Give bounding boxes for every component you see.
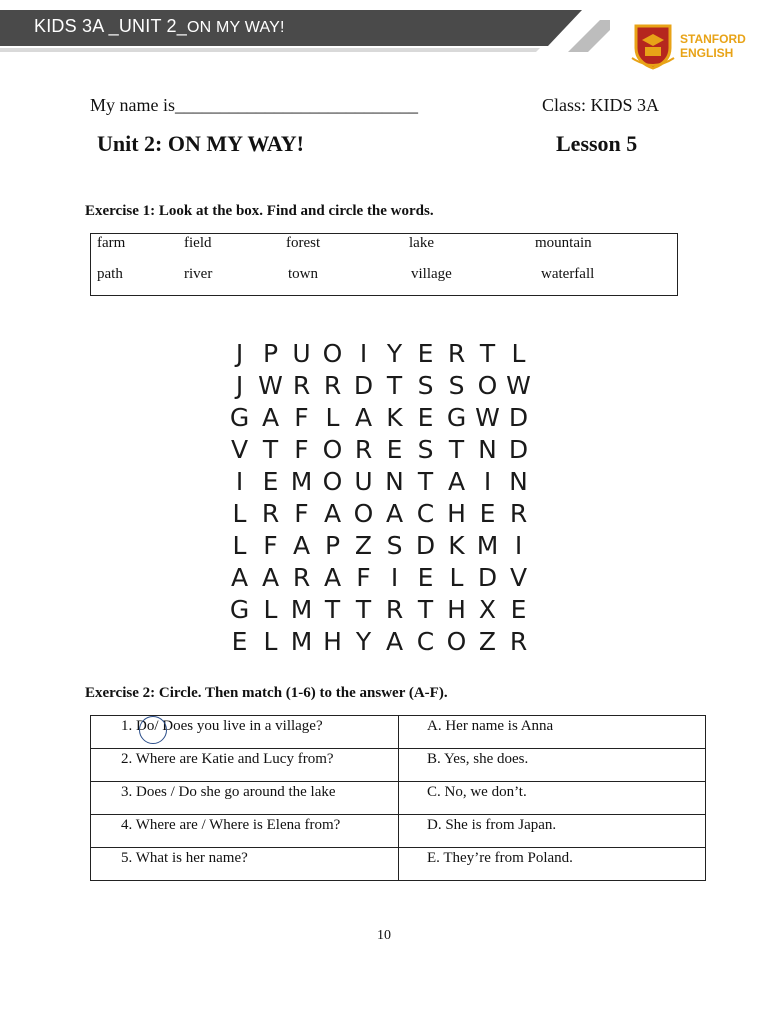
grid-letter[interactable]: O: [322, 467, 343, 496]
grid-letter[interactable]: N: [509, 467, 528, 496]
grid-letter[interactable]: R: [323, 371, 342, 400]
grid-letter[interactable]: E: [386, 435, 403, 464]
grid-letter[interactable]: L: [263, 627, 278, 656]
grid-letter[interactable]: K: [448, 531, 465, 560]
word-item: farm: [97, 235, 126, 251]
grid-letter[interactable]: D: [477, 563, 498, 592]
grid-letter[interactable]: R: [509, 627, 528, 656]
grid-row: [224, 498, 534, 530]
grid-letter[interactable]: O: [322, 435, 343, 464]
grid-letter[interactable]: C: [416, 499, 435, 528]
word-item: waterfall: [541, 266, 595, 282]
grid-letter[interactable]: O: [477, 371, 498, 400]
grid-letter[interactable]: Z: [354, 531, 373, 560]
grid-letter[interactable]: F: [294, 403, 309, 432]
banner-title: KIDS 3A _UNIT 2_ON MY WAY!: [34, 16, 285, 36]
name-field-label: My name is___________________________: [90, 95, 418, 115]
grid-letter[interactable]: H: [323, 627, 342, 656]
grid-letter[interactable]: A: [354, 403, 373, 432]
grid-letter[interactable]: M: [290, 467, 313, 496]
word-search-grid: [224, 338, 534, 658]
table-row: [91, 782, 706, 815]
grid-letter[interactable]: A: [323, 499, 342, 528]
grid-letter[interactable]: T: [479, 339, 496, 368]
grid-letter[interactable]: T: [386, 371, 403, 400]
table-row: [91, 848, 706, 881]
matching-table: [90, 715, 706, 881]
grid-letter[interactable]: S: [448, 371, 465, 400]
answer-cell[interactable]: A. Her name is Anna: [399, 716, 706, 749]
grid-letter[interactable]: E: [417, 339, 434, 368]
answer-cell[interactable]: D. She is from Japan.: [399, 815, 706, 848]
grid-letter[interactable]: A: [261, 403, 280, 432]
word-item: village: [411, 266, 452, 282]
grid-letter[interactable]: R: [447, 339, 466, 368]
grid-letter[interactable]: W: [475, 403, 500, 432]
grid-letter[interactable]: F: [294, 435, 309, 464]
grid-letter[interactable]: A: [447, 467, 466, 496]
grid-letter[interactable]: D: [415, 531, 436, 560]
grid-letter[interactable]: P: [262, 339, 279, 368]
grid-letter[interactable]: C: [416, 627, 435, 656]
grid-letter[interactable]: R: [509, 499, 528, 528]
grid-letter[interactable]: A: [261, 563, 280, 592]
grid-letter[interactable]: R: [385, 595, 404, 624]
grid-letter[interactable]: D: [508, 435, 529, 464]
answer-cell[interactable]: E. They’re from Poland.: [399, 848, 706, 881]
grid-row: [224, 466, 534, 498]
grid-letter[interactable]: A: [323, 563, 342, 592]
grid-letter[interactable]: G: [229, 595, 250, 624]
grid-letter[interactable]: F: [263, 531, 278, 560]
grid-letter[interactable]: I: [514, 531, 523, 560]
grid-letter[interactable]: G: [229, 403, 250, 432]
grid-letter[interactable]: H: [447, 499, 466, 528]
grid-letter[interactable]: T: [324, 595, 341, 624]
word-item: path: [97, 266, 123, 282]
grid-row: [224, 626, 534, 658]
grid-row: [224, 338, 534, 370]
grid-letter[interactable]: L: [263, 595, 278, 624]
grid-letter[interactable]: N: [478, 435, 497, 464]
grid-letter[interactable]: S: [417, 371, 434, 400]
grid-letter[interactable]: I: [359, 339, 368, 368]
grid-letter[interactable]: M: [290, 627, 313, 656]
grid-letter[interactable]: U: [354, 467, 373, 496]
grid-letter[interactable]: J: [235, 339, 244, 368]
grid-letter[interactable]: D: [353, 371, 374, 400]
grid-letter[interactable]: I: [235, 467, 244, 496]
grid-letter[interactable]: V: [509, 563, 528, 592]
stanford-logo: [628, 20, 758, 72]
header-banner: [0, 10, 610, 48]
page-number: 10: [377, 928, 391, 943]
grid-row: [224, 594, 534, 626]
answer-cell[interactable]: C. No, we don’t.: [399, 782, 706, 815]
grid-letter[interactable]: R: [292, 371, 311, 400]
table-row: [91, 716, 706, 749]
grid-letter[interactable]: V: [230, 435, 249, 464]
grid-letter[interactable]: R: [292, 563, 311, 592]
logo-text: STANFORD ENGLISH: [680, 32, 746, 60]
table-row: [91, 815, 706, 848]
grid-letter[interactable]: I: [390, 563, 399, 592]
grid-letter[interactable]: R: [354, 435, 373, 464]
grid-letter[interactable]: Y: [386, 339, 403, 368]
grid-letter[interactable]: T: [262, 435, 279, 464]
grid-letter[interactable]: E: [262, 467, 279, 496]
grid-row: [224, 434, 534, 466]
grid-letter[interactable]: W: [506, 371, 531, 400]
lesson-label: Lesson 5: [556, 131, 638, 156]
grid-letter[interactable]: E: [417, 563, 434, 592]
word-item: field: [184, 235, 212, 251]
grid-letter[interactable]: O: [322, 339, 343, 368]
grid-letter[interactable]: R: [261, 499, 280, 528]
grid-letter[interactable]: L: [232, 499, 247, 528]
grid-letter[interactable]: J: [235, 371, 244, 400]
grid-letter[interactable]: L: [449, 563, 464, 592]
unit-title: Unit 2: ON MY WAY!: [97, 131, 304, 156]
grid-letter[interactable]: S: [417, 435, 434, 464]
question-cell[interactable]: 3. Does / Do she go around the lake: [91, 782, 399, 815]
grid-letter[interactable]: X: [478, 595, 497, 624]
grid-letter[interactable]: H: [447, 595, 466, 624]
grid-letter[interactable]: W: [258, 371, 283, 400]
grid-letter[interactable]: Y: [355, 627, 372, 656]
word-item: lake: [409, 235, 434, 251]
class-label: Class: KIDS 3A: [542, 95, 660, 115]
answer-cell[interactable]: B. Yes, she does.: [399, 749, 706, 782]
grid-letter[interactable]: T: [417, 595, 434, 624]
grid-row: [224, 562, 534, 594]
question-cell[interactable]: 1. Do/ Does you live in a village?: [91, 716, 399, 749]
grid-letter[interactable]: E: [479, 499, 496, 528]
grid-letter[interactable]: O: [446, 627, 467, 656]
question-cell[interactable]: 2. Where are Katie and Lucy from?: [91, 749, 399, 782]
grid-letter[interactable]: I: [483, 467, 492, 496]
grid-letter[interactable]: E: [231, 627, 248, 656]
grid-row: [224, 370, 534, 402]
grid-letter[interactable]: E: [417, 403, 434, 432]
grid-letter[interactable]: O: [353, 499, 374, 528]
grid-letter[interactable]: T: [355, 595, 372, 624]
grid-letter[interactable]: A: [385, 499, 404, 528]
grid-letter[interactable]: L: [325, 403, 340, 432]
grid-letter[interactable]: T: [417, 467, 434, 496]
circle-mark-icon: [139, 716, 167, 744]
grid-letter[interactable]: L: [511, 339, 526, 368]
grid-letter[interactable]: M: [476, 531, 499, 560]
word-item: forest: [286, 235, 321, 251]
word-item: mountain: [535, 235, 592, 251]
grid-letter[interactable]: N: [385, 467, 404, 496]
grid-letter[interactable]: G: [446, 403, 467, 432]
grid-letter[interactable]: L: [232, 531, 247, 560]
grid-row: [224, 402, 534, 434]
grid-letter[interactable]: U: [292, 339, 311, 368]
grid-row: [224, 530, 534, 562]
grid-letter[interactable]: A: [230, 563, 249, 592]
exercise2-title: Exercise 2: Circle. Then match (1-6) to the answer (A-F).: [85, 685, 448, 701]
grid-letter[interactable]: E: [510, 595, 527, 624]
table-row: [91, 749, 706, 782]
question-cell[interactable]: 4. Where are / Where is Elena from?: [91, 815, 399, 848]
grid-letter[interactable]: K: [386, 403, 403, 432]
shield-icon: [628, 20, 678, 70]
grid-letter[interactable]: A: [292, 531, 311, 560]
exercise1-title: Exercise 1: Look at the box. Find and circle the words.: [85, 203, 434, 219]
grid-letter[interactable]: F: [294, 499, 309, 528]
grid-letter[interactable]: T: [448, 435, 465, 464]
word-item: town: [288, 266, 318, 282]
grid-letter[interactable]: D: [508, 403, 529, 432]
word-item: river: [184, 266, 213, 282]
grid-letter[interactable]: M: [290, 595, 313, 624]
grid-letter[interactable]: Z: [478, 627, 497, 656]
grid-letter[interactable]: S: [386, 531, 403, 560]
grid-letter[interactable]: P: [324, 531, 341, 560]
word-box: [90, 233, 678, 296]
grid-letter[interactable]: F: [356, 563, 371, 592]
question-cell[interactable]: 5. What is her name?: [91, 848, 399, 881]
grid-letter[interactable]: A: [385, 627, 404, 656]
